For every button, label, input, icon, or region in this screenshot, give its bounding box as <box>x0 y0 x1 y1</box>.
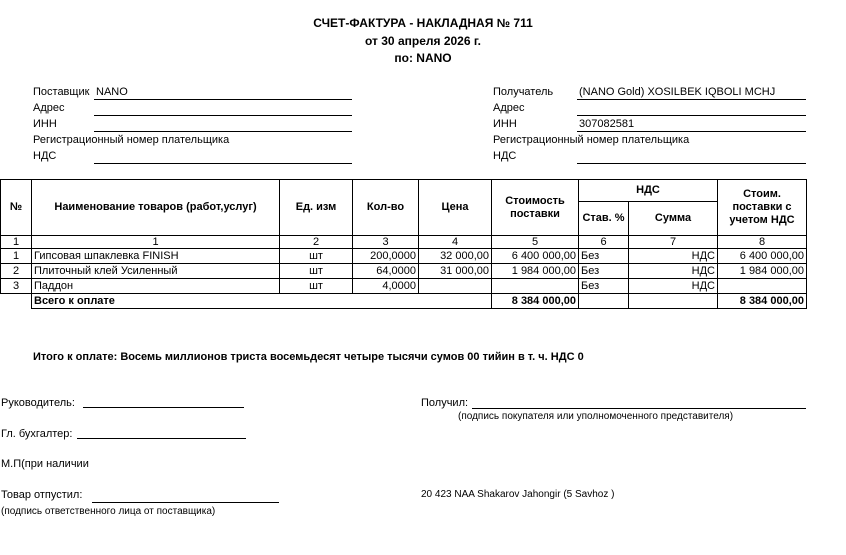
header-unit: Ед. изм <box>280 180 353 236</box>
released-note: (подпись ответственного лица от поставщика) <box>1 506 216 517</box>
supplier-nds-label: НДС <box>33 150 57 162</box>
row-qty: 4,0000 <box>353 279 419 294</box>
col-number: 4 <box>419 236 492 249</box>
accountant-label: Гл. бухгалтер: <box>1 428 73 440</box>
recipient-value: (NANO Gold) XOSILBEK IQBOLI MCHJ <box>579 86 776 98</box>
supplier-inn-line <box>94 131 352 132</box>
col-number: 2 <box>280 236 353 249</box>
row-name: Паддон <box>32 279 280 294</box>
received-signature-line[interactable] <box>472 408 806 409</box>
address-line: 20 423 NAA Shakarov Jahongir (5 Savhoz ) <box>421 489 615 500</box>
released-signature-line[interactable] <box>92 502 279 503</box>
row-price: 32 000,00 <box>419 249 492 264</box>
col-number: 3 <box>353 236 419 249</box>
header-nds-group: НДС <box>579 180 718 202</box>
recipient-reg-label: Регистрационный номер плательщика <box>493 134 690 146</box>
document-title: СЧЕТ-ФАКТУРА - НАКЛАДНАЯ № 711 <box>313 16 533 30</box>
row-rate: Без <box>579 279 629 294</box>
row-total: 6 400 000,00 <box>718 249 807 264</box>
document-basis: по: NANO <box>394 51 452 65</box>
col-number: 7 <box>629 236 718 249</box>
col-number: 6 <box>579 236 629 249</box>
header-qty: Кол-во <box>353 180 419 236</box>
row-sum: НДС <box>629 249 718 264</box>
payment-summary: Итого к оплате: Восемь миллионов триста восемьдесят четыре тысячи сумов 00 тийин в т. ч. НДС 0 <box>33 351 584 363</box>
supplier-label: Поставщик <box>33 86 90 98</box>
recipient-nds-line <box>577 163 806 164</box>
table-row <box>1 249 807 264</box>
supplier-reg-label: Регистрационный номер плательщика <box>33 134 230 146</box>
table-row <box>1 264 807 279</box>
recipient-label: Получатель <box>493 86 554 98</box>
row-cost <box>492 279 579 294</box>
row-qty: 64,0000 <box>353 264 419 279</box>
invoice-table <box>0 179 807 309</box>
row-unit: шт <box>280 279 353 294</box>
header-rate: Став. % <box>579 202 629 236</box>
col-number: 1 <box>1 236 32 249</box>
row-total: 1 984 000,00 <box>718 264 807 279</box>
recipient-inn-line <box>577 131 806 132</box>
total-spacer <box>1 294 32 309</box>
header-no: № <box>1 180 32 236</box>
row-no: 2 <box>1 264 32 279</box>
recipient-address-line <box>577 115 806 116</box>
row-total <box>718 279 807 294</box>
total-with-nds: 8 384 000,00 <box>718 294 807 309</box>
supplier-value: NANO <box>96 86 128 98</box>
row-price <box>419 279 492 294</box>
recipient-line <box>577 99 806 100</box>
row-name: Плиточный клей Усиленный <box>32 264 280 279</box>
row-sum: НДС <box>629 279 718 294</box>
received-label: Получил: <box>421 397 469 409</box>
recipient-nds-label: НДС <box>493 150 517 162</box>
supplier-nds-line <box>94 163 352 164</box>
total-rate-empty <box>579 294 629 309</box>
accountant-signature-line[interactable] <box>77 438 246 439</box>
col-number: 5 <box>492 236 579 249</box>
director-label: Руководитель: <box>1 397 75 409</box>
column-numbers-row <box>1 236 807 249</box>
director-signature-line[interactable] <box>83 407 244 408</box>
document-date: от 30 апреля 2026 г. <box>365 34 481 48</box>
row-price: 31 000,00 <box>419 264 492 279</box>
header-price: Цена <box>419 180 492 236</box>
row-sum: НДС <box>629 264 718 279</box>
total-label: Всего к оплате <box>32 294 492 309</box>
header-name: Наименование товаров (работ,услуг) <box>32 180 280 236</box>
row-cost: 6 400 000,00 <box>492 249 579 264</box>
recipient-address-label: Адрес <box>493 102 525 114</box>
row-no: 3 <box>1 279 32 294</box>
col-number: 1 <box>32 236 280 249</box>
row-qty: 200,0000 <box>353 249 419 264</box>
row-unit: шт <box>280 264 353 279</box>
col-number: 8 <box>718 236 807 249</box>
recipient-inn: 307082581 <box>579 118 635 130</box>
stamp-label: М.П(при наличии <box>1 458 89 470</box>
row-unit: шт <box>280 249 353 264</box>
total-row <box>1 294 807 309</box>
header-cost: Стоимость поставки <box>492 180 579 236</box>
supplier-address-label: Адрес <box>33 102 65 114</box>
row-no: 1 <box>1 249 32 264</box>
row-rate: Без <box>579 249 629 264</box>
table-row <box>1 279 807 294</box>
total-sum-empty <box>629 294 718 309</box>
supplier-inn-label: ИНН <box>33 118 57 130</box>
received-note: (подпись покупателя или уполномоченного представителя) <box>458 411 734 422</box>
row-rate: Без <box>579 264 629 279</box>
supplier-line <box>94 99 352 100</box>
header-total-with-nds: Стоим. поставки с учетом НДС <box>718 180 807 236</box>
released-label: Товар отпустил: <box>1 489 83 501</box>
total-cost: 8 384 000,00 <box>492 294 579 309</box>
supplier-address-line <box>94 115 352 116</box>
recipient-inn-label: ИНН <box>493 118 517 130</box>
header-sum: Сумма <box>629 202 718 236</box>
row-name: Гипсовая шпаклевка FINISH <box>32 249 280 264</box>
row-cost: 1 984 000,00 <box>492 264 579 279</box>
